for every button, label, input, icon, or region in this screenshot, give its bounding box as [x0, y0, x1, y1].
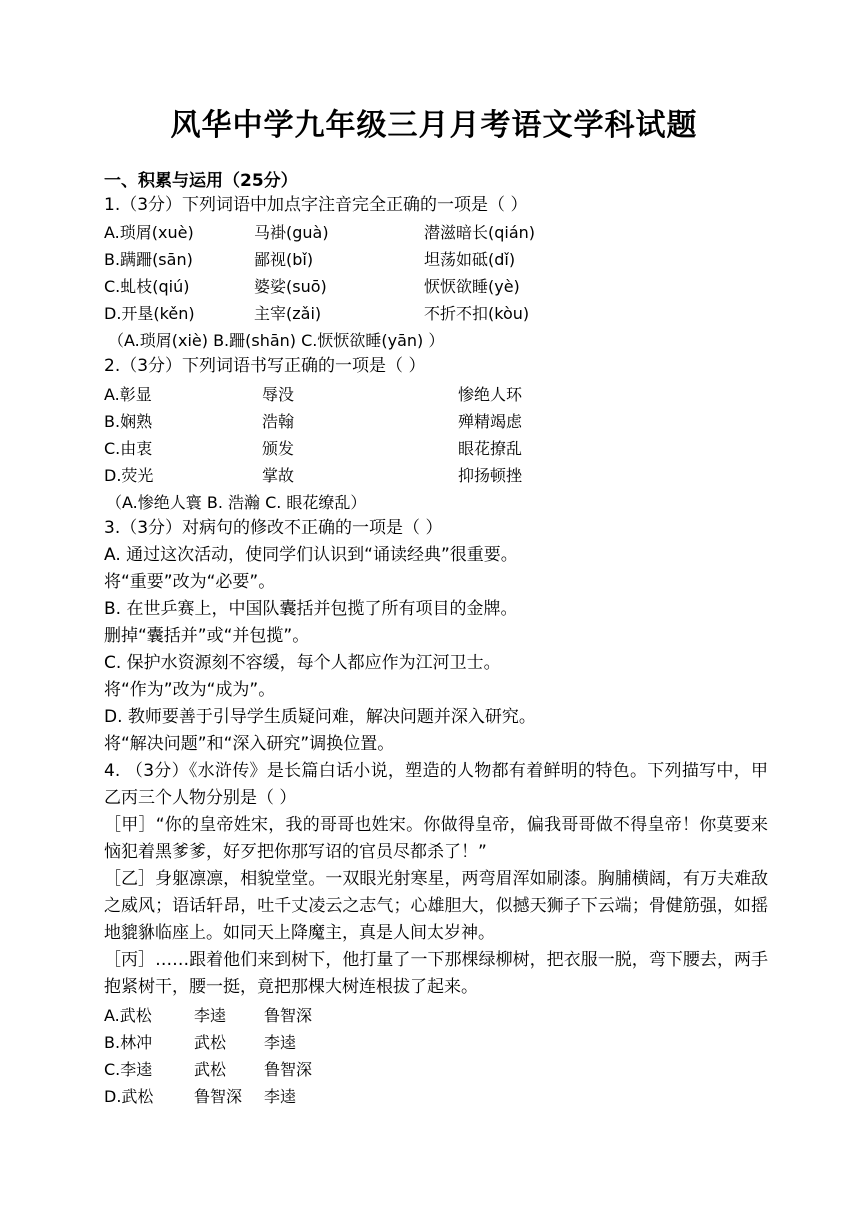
- q2-stem: 2.（3分）下列词语书写正确的一项是（ ）: [104, 356, 426, 376]
- q4-a-3: 鲁智深: [264, 1006, 313, 1025]
- q4-c-2: 武松: [194, 1060, 227, 1079]
- q4-c-1: C.李逵: [104, 1060, 153, 1079]
- q4-passage-yi: ［乙］身躯凛凛，相貌堂堂。一双眼光射寒星，两弯眉浑如刷漆。胸脯横阔，有万夫难敌之威风；语话轩昂，吐千丈凌云之志气；心雄胆大，似撼天狮子下云端；骨健筋强，如摇地貔貅临座上。如同天上降魔主，真是人间太岁神。: [104, 869, 768, 943]
- page-title: 风华中学九年级三月月考语文学科试题: [170, 108, 698, 143]
- q1-a-2: 马褂(guà): [254, 223, 329, 242]
- q2-b-3: 殚精竭虑: [458, 412, 523, 431]
- q3-line: 将“重要”改为“必要”。: [104, 572, 276, 592]
- q4-b-2: 武松: [194, 1033, 227, 1052]
- q1-a-3: 潜滋暗长(qián): [424, 223, 536, 242]
- q1-answer-note: （A.琐屑(xiè) B.跚(shān) C.恹恹欲睡(yān) ）: [108, 331, 445, 350]
- q2-a-2: 辱没: [262, 385, 295, 404]
- q3-line: 将“解决问题”和“深入研究”调换位置。: [104, 734, 395, 754]
- q3-line: C. 保护水资源刻不容缓，每个人都应作为江河卫士。: [104, 653, 501, 673]
- q1-b-1: B.蹒跚(sān): [104, 250, 193, 269]
- q2-a-1: A.彰显: [104, 385, 152, 404]
- q1-c-1: C.虬枝(qiú): [104, 277, 190, 296]
- q1-d-1: D.开垦(kěn): [104, 304, 195, 323]
- q2-b-1: B.娴熟: [104, 412, 153, 431]
- q4-stem: 4. （3分）《水浒传》是长篇白话小说，塑造的人物都有着鲜明的特色。下列描写中，甲乙丙三个人物分别是（ ）: [104, 761, 768, 808]
- q2-d-2: 掌故: [262, 466, 295, 485]
- q4-d-1: D.武松: [104, 1087, 154, 1106]
- q4-a-2: 李逵: [194, 1006, 227, 1025]
- q1-b-3: 坦荡如砥(dǐ): [424, 250, 516, 269]
- q4-passage-jia: ［甲］“你的皇帝姓宋，我的哥哥也姓宋。你做得皇帝，偏我哥哥做不得皇帝！你莫要来恼犯着黑爹爹，好歹把你那写诏的官员尽都杀了！”: [104, 815, 768, 862]
- q4-b-3: 李逵: [264, 1033, 297, 1052]
- q4-b-1: B.林冲: [104, 1033, 153, 1052]
- q2-c-3: 眼花撩乱: [458, 439, 523, 458]
- q1-d-3: 不折不扣(kòu): [424, 304, 530, 323]
- q3-line: 将“作为”改为“成为”。: [104, 680, 276, 700]
- q1-b-2: 鄙视(bǐ): [254, 250, 314, 269]
- q2-d-3: 抑扬顿挫: [458, 466, 523, 485]
- q2-a-3: 惨绝人环: [458, 385, 523, 404]
- q3-line: 删掉“囊括并”或“并包揽”。: [104, 626, 310, 646]
- q1-c-3: 恹恹欲睡(yè): [424, 277, 520, 296]
- q2-d-1: D.荧光: [104, 466, 154, 485]
- q2-c-1: C.由衷: [104, 439, 153, 458]
- q2-answer-note: （A.惨绝人寰 B. 浩瀚 C. 眼花缭乱）: [106, 493, 367, 512]
- q1-stem: 1.（3分）下列词语中加点字注音完全正确的一项是（ ）: [104, 195, 528, 215]
- q1-a-1: A.琐屑(xuè): [104, 223, 194, 242]
- q3-line: B. 在世乒赛上，中国队囊括并包揽了所有项目的金牌。: [104, 599, 518, 619]
- section-heading: 一、积累与运用（25分）: [104, 171, 298, 191]
- q3-line: A. 通过这次活动，使同学们认识到“诵读经典”很重要。: [104, 545, 518, 565]
- q4-d-2: 鲁智深: [194, 1087, 243, 1106]
- q4-d-3: 李逵: [264, 1087, 297, 1106]
- q1-d-2: 主宰(zǎi): [254, 304, 322, 323]
- q3-line: D. 教师要善于引导学生质疑问难，解决问题并深入研究。: [104, 707, 536, 727]
- q2-c-2: 颁发: [262, 439, 295, 458]
- q3-stem: 3.（3分）对病句的修改不正确的一项是（ ）: [104, 518, 443, 538]
- q2-b-2: 浩翰: [262, 412, 295, 431]
- q1-c-2: 婆娑(suō): [254, 277, 327, 296]
- q4-c-3: 鲁智深: [264, 1060, 313, 1079]
- q4-passage-bing: ［丙］……跟着他们来到树下，他打量了一下那棵绿柳树，把衣服一脱，弯下腰去，两手抱紧树干，腰一挺，竟把那棵大树连根拔了起来。: [104, 950, 768, 997]
- q4-a-1: A.武松: [104, 1006, 152, 1025]
